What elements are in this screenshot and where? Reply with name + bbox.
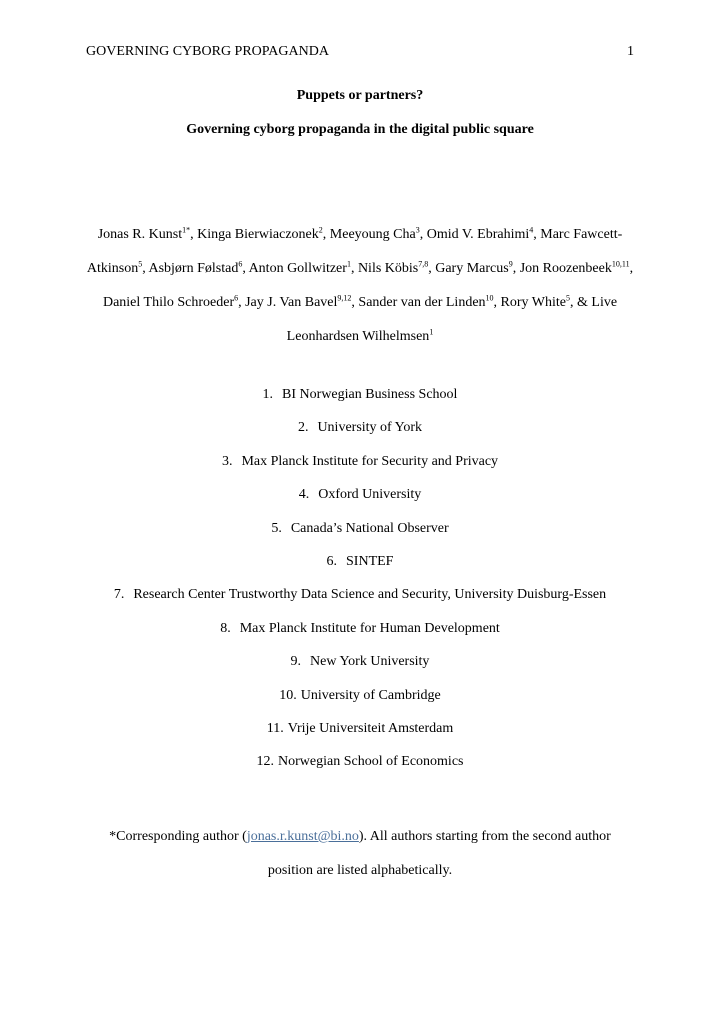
author xyxy=(520,261,637,276)
author-name: Jonas R. Kunst xyxy=(97,227,183,242)
affiliation-number: 4. xyxy=(298,487,310,503)
author-separator: , xyxy=(419,227,427,242)
affiliation-name: Norwegian School of Economics xyxy=(278,754,464,770)
author-separator: , xyxy=(512,261,520,276)
author-separator: , xyxy=(629,261,637,276)
page-number: 1 xyxy=(627,44,634,59)
author-affiliation-marker: 3 xyxy=(415,225,420,235)
affiliation-name: University of Cambridge xyxy=(300,687,441,703)
author xyxy=(197,227,330,242)
author-affiliation-marker: 10,11 xyxy=(611,259,630,269)
author xyxy=(103,295,245,310)
author-name: Daniel Thilo Schroeder xyxy=(102,295,235,310)
running-head xyxy=(86,43,634,60)
affiliation-number: 10. xyxy=(279,687,297,703)
affiliation-name: New York University xyxy=(310,654,430,670)
author-affiliation-marker: 2 xyxy=(318,225,323,235)
affiliation-item xyxy=(0,652,720,685)
author xyxy=(435,261,519,276)
author xyxy=(98,227,197,242)
author-separator: , xyxy=(428,261,436,276)
author-name: Gary Marcus xyxy=(435,261,509,276)
author-name: Live Leonhardsen Wilhelmsen xyxy=(286,295,618,344)
author-name: Omid V. Ebrahimi xyxy=(426,227,530,242)
author xyxy=(358,295,500,310)
affiliation-list xyxy=(0,385,720,786)
affiliation-name: Max Planck Institute for Security and Privacy xyxy=(241,453,499,469)
author-separator: , xyxy=(351,295,359,310)
author xyxy=(330,227,427,242)
author-affiliation-marker: 10 xyxy=(485,293,494,303)
affiliation-item xyxy=(0,418,720,451)
affiliation-name: BI Norwegian Business School xyxy=(282,387,458,402)
author xyxy=(148,261,248,276)
affiliation-name: Vrije Universiteit Amsterdam xyxy=(287,720,454,736)
author-name: Marc Fawcett-Atkinson xyxy=(86,227,623,276)
affiliation-name: Canada’s National Observer xyxy=(290,520,449,536)
affiliation-name: Oxford University xyxy=(318,487,422,503)
affiliation-number: 2. xyxy=(297,420,309,436)
author xyxy=(427,227,541,242)
corresponding-author-note xyxy=(86,820,634,888)
author-list xyxy=(80,218,640,354)
author-affiliation-marker: 5 xyxy=(566,293,570,303)
author xyxy=(501,295,592,310)
author-affiliation-marker: 6 xyxy=(234,293,239,303)
author xyxy=(245,295,358,310)
author-separator: , xyxy=(238,295,246,310)
author xyxy=(249,261,358,276)
author-name: Nils Köbis xyxy=(357,261,419,276)
author-name: Meeyoung Cha xyxy=(329,227,416,242)
affiliation-name: University of York xyxy=(317,420,423,436)
affiliation-item xyxy=(0,585,720,618)
author-affiliation-marker: 5 xyxy=(138,259,143,269)
author-name: Kinga Bierwiaczonek xyxy=(197,227,319,242)
author-name: Asbjørn Følstad xyxy=(148,261,239,276)
affiliation-number: 11. xyxy=(266,720,284,736)
author-separator: , xyxy=(242,261,249,276)
author-separator: , & xyxy=(570,295,592,310)
author xyxy=(358,261,435,276)
author-affiliation-marker: 7,8 xyxy=(418,259,429,269)
affiliation-name: SINTEF xyxy=(346,553,394,569)
affiliation-item xyxy=(0,752,720,785)
affiliation-number: 7. xyxy=(113,587,125,603)
email-link[interactable]: jonas.r.kunst@bi.no xyxy=(246,829,359,844)
author-name: Jon Roozenbeek xyxy=(519,261,612,276)
affiliation-item xyxy=(0,719,720,752)
author-affiliation-marker: 1 xyxy=(429,327,434,337)
author-separator: , xyxy=(350,261,358,276)
affiliation-number: 1. xyxy=(262,387,274,402)
running-title: GOVERNING CYBORG PROPAGANDA xyxy=(86,44,329,59)
affiliation-item xyxy=(0,385,720,418)
affiliation-number: 5. xyxy=(271,520,282,536)
affiliation-number: 8. xyxy=(220,620,231,636)
affiliation-number: 9. xyxy=(290,654,302,670)
author-separator: , xyxy=(142,261,149,276)
corr-prefix: *Corresponding author ( xyxy=(109,829,247,844)
affiliation-name: Max Planck Institute for Human Development xyxy=(239,620,500,636)
affiliation-item xyxy=(0,552,720,585)
author-name: Sander van der Linden xyxy=(358,295,486,310)
affiliation-number: 6. xyxy=(326,553,338,569)
author-name: Jay J. Van Bavel xyxy=(245,295,338,310)
affiliation-item xyxy=(0,519,720,552)
affiliation-item xyxy=(0,452,720,485)
author-affiliation-marker: 9,12 xyxy=(337,293,352,303)
affiliation-number: 3. xyxy=(221,453,233,469)
author-name: Rory White xyxy=(500,295,566,310)
author-affiliation-marker: 9 xyxy=(508,259,513,269)
author-separator: , xyxy=(493,295,501,310)
author-affiliation-marker: 1* xyxy=(182,225,191,235)
corr-suffix: ). All authors starting from the second author position are listed alphabetically. xyxy=(267,829,611,878)
paper-subtitle: Governing cyborg propaganda in the digital public square xyxy=(186,122,534,137)
affiliation-item xyxy=(0,619,720,652)
author-affiliation-marker: 1 xyxy=(346,259,351,269)
author-separator: , xyxy=(322,227,330,242)
author-separator: , xyxy=(533,227,541,242)
affiliation-item xyxy=(0,485,720,518)
affiliation-number: 12. xyxy=(256,754,275,770)
author-affiliation-marker: 6 xyxy=(238,259,243,269)
paper-title: Puppets or partners? xyxy=(296,88,424,103)
author-name: Anton Gollwitzer xyxy=(248,261,347,276)
author-separator: , xyxy=(190,227,198,242)
author-affiliation-marker: 4 xyxy=(529,225,534,235)
affiliation-item xyxy=(0,686,720,719)
affiliation-name: Research Center Trustworthy Data Science and Security, University Duisburg-Essen xyxy=(133,587,607,603)
